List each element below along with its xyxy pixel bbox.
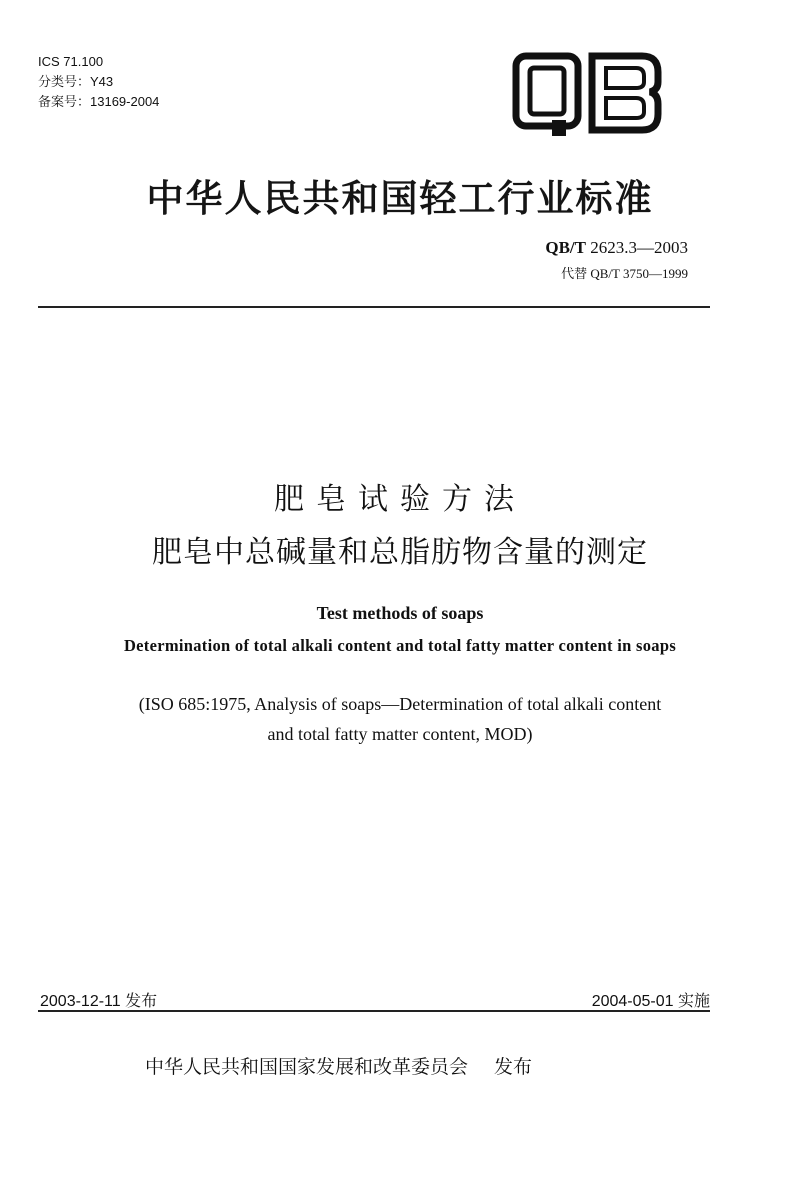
replaces-code: 代替 QB/T 3750—1999 <box>561 266 688 281</box>
ics-code: ICS 71.100 <box>38 54 104 69</box>
record-number: 备案号：13169-2004 <box>38 94 160 109</box>
meta-block <box>38 52 159 112</box>
issuer-line <box>145 1052 532 1079</box>
standard-code <box>545 238 688 258</box>
qb-logo <box>512 50 662 140</box>
issuer-action: 发布 <box>494 1056 533 1078</box>
effective-date: 2004-05-01 实施 <box>591 993 710 1010</box>
english-title-main: Test methods of soaps <box>316 603 484 623</box>
iso-reference-line1: (ISO 685:1975, Analysis of soaps—Determination of total alkali content <box>138 694 662 714</box>
english-title-sub: Determination of total alkali content and total fatty matter content in soaps <box>123 636 677 655</box>
classification-code: 分类号：Y43 <box>38 74 114 89</box>
chinese-title-sub: 肥皂中总碱量和总脂肪物含量的测定 <box>152 535 648 570</box>
header-rule <box>38 306 710 308</box>
footer-rule <box>38 1010 710 1012</box>
standard-code-prefix: QB/T <box>545 238 586 257</box>
issuer-name: 中华人民共和国国家发展和改革委员会 <box>145 1056 469 1078</box>
iso-reference-line2: and total fatty matter content, MOD) <box>267 724 533 744</box>
standard-title: 中华人民共和国轻工行业标准 <box>146 177 654 220</box>
standard-code-number: 2623.3—2003 <box>590 238 688 257</box>
issue-date: 2003-12-11 发布 <box>40 993 158 1010</box>
chinese-title-main: 肥皂试验方法 <box>274 482 526 517</box>
